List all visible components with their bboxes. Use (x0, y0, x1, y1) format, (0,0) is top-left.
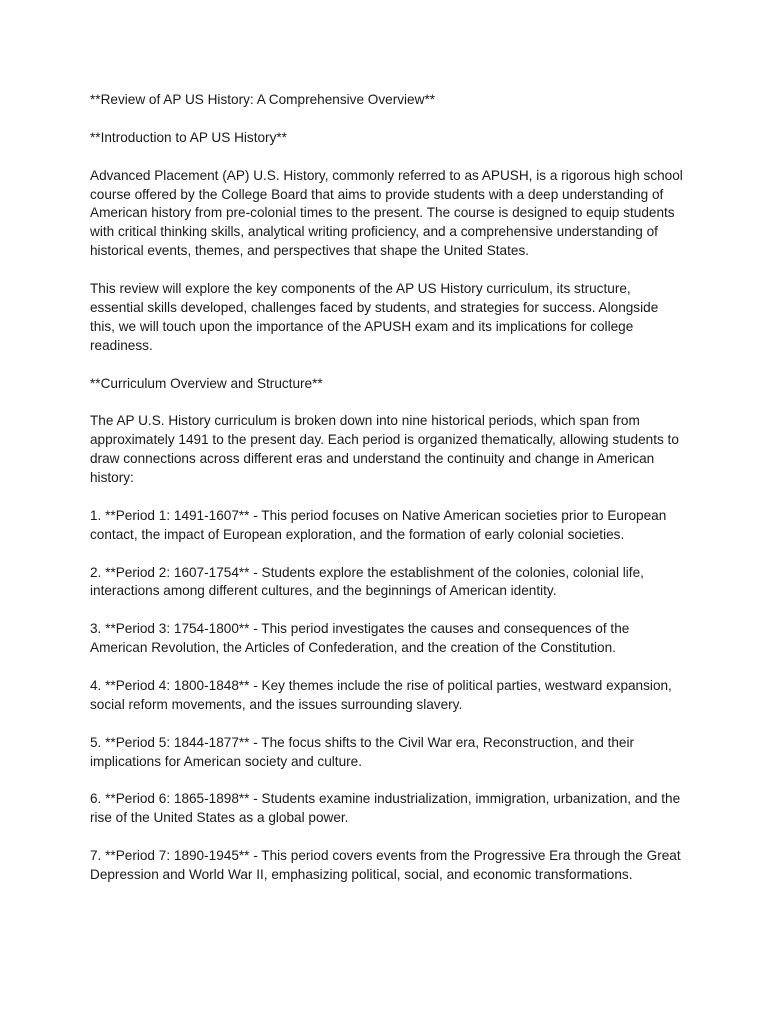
period-item: 5. **Period 5: 1844-1877** - The focus shifts to the Civil War era, Reconstruction, and their implications for American society and culture. (90, 734, 635, 769)
curriculum-heading: **Curriculum Overview and Structure** (90, 375, 323, 391)
period-item: 4. **Period 4: 1800-1848** - Key themes include the rise of political parties, westward expansion, social reform movements, and the issues surrounding slavery. (90, 677, 672, 712)
document-title: **Review of AP US History: A Comprehensive Overview** (90, 92, 436, 107)
intro-heading: **Introduction to AP US History** (90, 129, 287, 145)
period-item: 6. **Period 6: 1865-1898** - Students examine industrialization, immigration, urbanization, and the rise of the United States as a global power. (90, 791, 681, 826)
intro-paragraph: Advanced Placement (AP) U.S. History, commonly referred to as APUSH, is a rigorous high school course offered by the College Board that aims to provide students with a deep understanding of American history from pre-colonial times to the present. The course is designed to equip students with critical thinking skills, analytical writing proficiency, and a comprehensive understanding of historical events, themes, and perspectives that shape the United States. (90, 167, 683, 259)
period-item: 1. **Period 1: 1491-1607** - This period focuses on Native American societies prior to European contact, the impact of European exploration, and the formation of early colonial societies. (90, 507, 667, 542)
period-item: 2. **Period 2: 1607-1754** - Students explore the establishment of the colonies, colonial life, interactions among different cultures, and the beginnings of American identity. (90, 564, 644, 599)
period-item: 7. **Period 7: 1890-1945** - This period covers events from the Progressive Era through the Great Depression and World War II, emphasizing political, social, and economic transformations. (90, 848, 681, 882)
curriculum-paragraph: The AP U.S. History curriculum is broken down into nine historical periods, which span from approximately 1491 to the present day. Each period is organized thematically, allowing students to draw connections across different eras and understand the continuity and change in American history: (90, 413, 679, 486)
intro-paragraph: This review will explore the key components of the AP US History curriculum, its structure, essential skills developed, challenges faced by students, and strategies for success. Alongside this, we will touch upon the importance of the APUSH exam and its implications for college readiness. (90, 281, 659, 353)
document-body (90, 91, 685, 904)
period-item: 3. **Period 3: 1754-1800** - This period investigates the causes and consequences of the American Revolution, the Articles of Confederation, and the creation of the Constitution. (90, 621, 630, 656)
